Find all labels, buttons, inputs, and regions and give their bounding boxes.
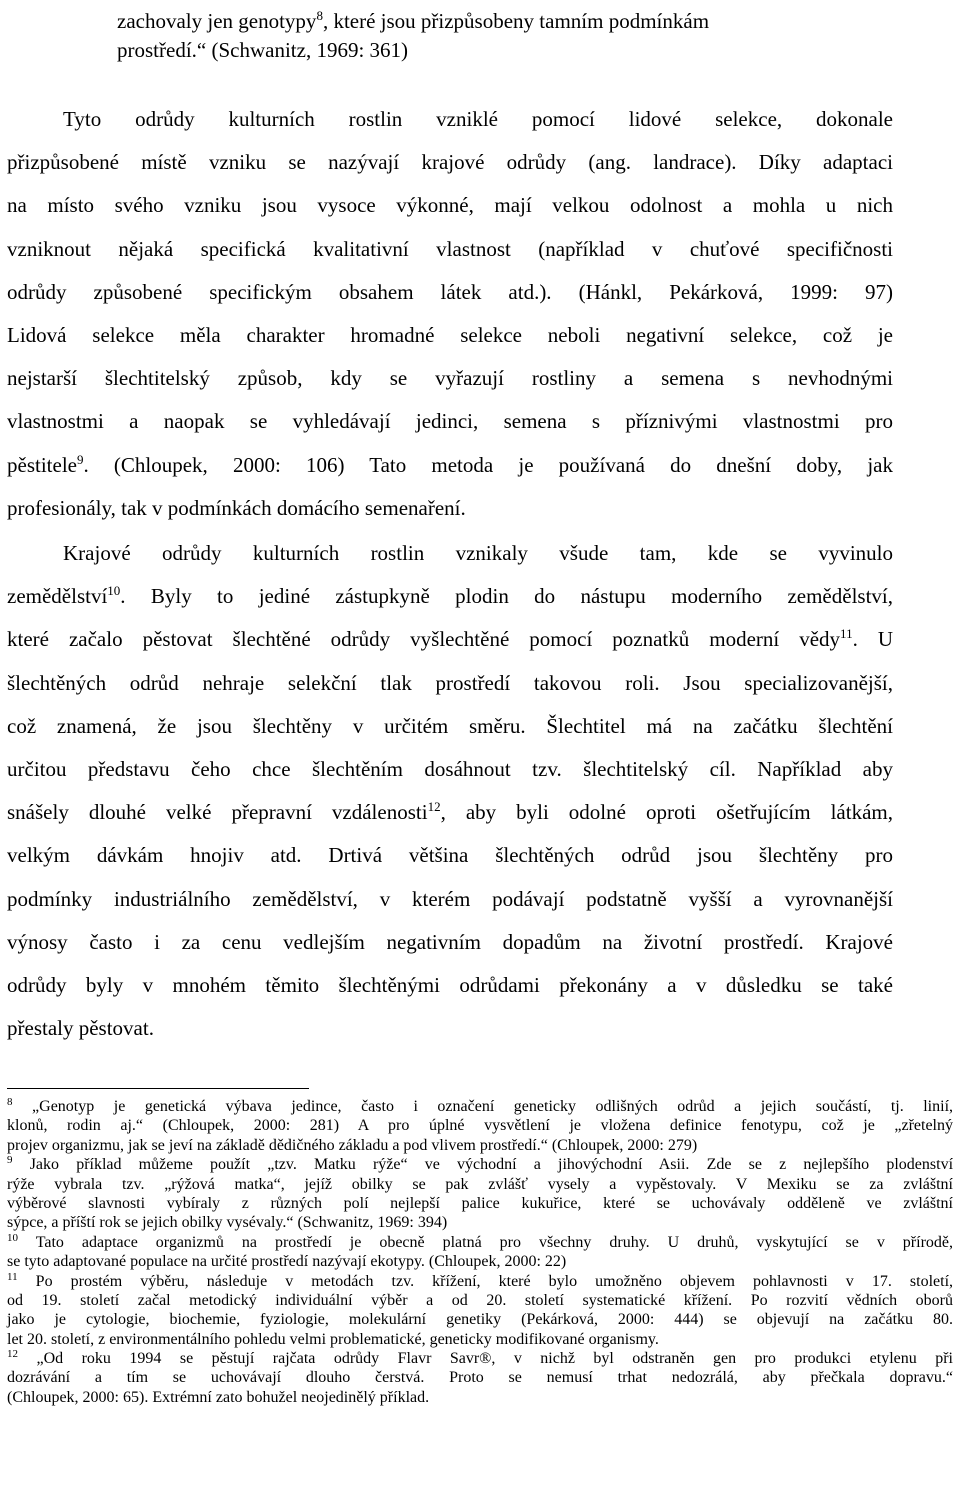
footnote-number: 10 bbox=[7, 1231, 18, 1244]
footnote-ref-9[interactable]: 9 bbox=[76, 451, 84, 467]
para2-line: šlechtěných odrůd nehraje selekční tlak prostředí takovou roli. Jsou specializovanější, bbox=[7, 670, 893, 695]
para2-line: přestaly pěstovat. bbox=[7, 1016, 154, 1041]
footnote-11: $^{11}$ Po prostém výběru, následuje v metodách tzv. křížení, které bylo umožněno objevem pohlavnosti v 17. století, od 19. století začal metodický individuální výběr a od 20. století systematické křížení. Po rozvití vědních oborů jako je cytologie, biochemie, fyziologie, molekulární genetiky (Pekárková, 2000: 444) se objevují na začátku 80. let 20. století, z environmentálního pohledu velmi problematické, geneticky modifikované organismy. bbox=[7, 1270, 954, 1348]
footnote-ref-10[interactable]: 10 bbox=[107, 583, 121, 599]
para1-line: Lidová selekce měla charakter hromadné selekce neboli negativní selekce, což je bbox=[7, 322, 893, 347]
para2-line: což znamená, že jsou šlechtěny v určitém směru. Šlechtitel má na začátku šlechtění bbox=[7, 713, 893, 738]
para1-line: přizpůsobené místě vzniku se nazývají krajové odrůdy (ang. landrace). Díky adaptaci bbox=[7, 150, 893, 175]
intro-line-1: zachovaly jen genotypy$^8$, které jsou přizpůsobeny tamním podmínkám bbox=[117, 8, 710, 33]
footnote-number: 9 bbox=[7, 1154, 13, 1167]
para2-line: snášely dlouhé velké přepravní vzdálenosti$^{12}$, aby byli odolné oproti ošetřujícím látkám, bbox=[7, 799, 893, 825]
footnote-number: 11 bbox=[7, 1270, 18, 1283]
para1-line: pěstitele$^9$. (Chloupek, 2000: 106) Tato metoda je používaná do dnešní doby, jak bbox=[7, 451, 893, 477]
para2-line: podmínky industriálního zemědělství, v kterém podávají podstatně vyšší a vyrovnanější bbox=[7, 886, 893, 911]
footnote-8: $^8$ „Genotyp je genetická výbava jedince, často i označení geneticky odlišných odrůd a jejich součástí, tj. linií, klonů, rodin aj.“ (Chloupek, 2000: 281) A pro úplné vysvětlení je vložena definice fenotypu, což je „zřetelný projev organizmu, jak se jeví na základě dědičného základu a pod vlivem prostředí.“ (Chloupek, 2000: 279) bbox=[7, 1096, 954, 1154]
footnotes bbox=[7, 1097, 953, 1407]
intro-line-2: prostředí.“ (Schwanitz, 1969: 361) bbox=[117, 38, 409, 63]
footnote-separator bbox=[7, 1088, 309, 1089]
footnote-10: $^{10}$ Tato adaptace organizmů na prostředí je obecně platná pro všechny druhy. U druhů, vyskytující se v přírodě, se tyto adaptované populace na určité prostředí nazývají ekotypy. (Chloupek, 2000: 22) bbox=[7, 1231, 953, 1271]
paragraph-2 bbox=[7, 532, 893, 1050]
para1-line: nejstarší šlechtitelský způsob, kdy se vyřazují rostliny a semena s nevhodnými bbox=[7, 366, 893, 391]
footnote-9: $^9$ Jako příklad můžeme použít „tzv. Matku rýže“ ve východní a jihovýchodní Asii. Zde se z nejlepšího plodenství rýže vybrala tzv. „rýžová matka“, jejíž obilky se pak zvlášť vysely a vypěstovaly. V Mexiku se za zvláštní výběrové slavnosti vybíraly z různých polí nejlepší palice kukuřice, které se uchovávaly odděleně ve zvláštní sýpce, a příští rok se jejich obilky vysévaly.“ (Schwanitz, 1969: 394) bbox=[7, 1154, 954, 1232]
footnote-ref-11[interactable]: 11 bbox=[840, 626, 853, 642]
intro-quote bbox=[117, 0, 817, 72]
footnote-ref-12[interactable]: 12 bbox=[427, 799, 441, 815]
para2-line: odrůdy byly v mnohém těmito šlechtěnými odrůdami překonány a v důsledku se také bbox=[7, 972, 893, 997]
para1-line: Tyto odrůdy kulturních rostlin vzniklé pomocí lidové selekce, dokonale bbox=[63, 107, 893, 131]
para2-line: zemědělství$^{10}$. Byly to jediné zástupkyně plodin do nástupu moderního zemědělství, bbox=[7, 583, 893, 609]
para1-line: profesionály, tak v podmínkách domácího semenaření. bbox=[7, 495, 466, 520]
para1-line: vlastnostmi a naopak se vyhledávají jedinci, semena s příznivými vlastnostmi pro bbox=[7, 409, 893, 434]
para2-line: Krajové odrůdy kulturních rostlin vznikaly všude tam, kde se vyvinulo bbox=[63, 541, 893, 565]
paragraph-1 bbox=[7, 98, 893, 530]
footnote-number: 8 bbox=[7, 1096, 13, 1108]
para2-line: výnosy často i za cenu vedlejším negativním dopadům na životní prostředí. Krajové bbox=[7, 929, 893, 954]
para1-line: vzniknout nějaká specifická kvalitativní vlastnost (například v chuťové specifičnosti bbox=[7, 236, 893, 261]
para2-line: určitou představu čeho chce šlechtěním dosáhnout tzv. šlechtitelský cíl. Například aby bbox=[7, 756, 893, 781]
para2-line: které začalo pěstovat šlechtěné odrůdy vyšlechtěné pomocí poznatků moderní vědy$^{11}$. U bbox=[7, 626, 893, 652]
para1-line: na místo svého vzniku jsou vysoce výkonné, mají velkou odolnost a mohla u nich bbox=[7, 193, 893, 218]
footnote-number: 12 bbox=[7, 1348, 18, 1361]
footnote-ref-8[interactable]: 8 bbox=[316, 8, 323, 23]
para1-line: odrůdy způsobené specifickým obsahem látek atd.). (Hánkl, Pekárková, 1999: 97) bbox=[7, 279, 893, 304]
para2-line: velkým dávkám hnojiv atd. Drtivá většina šlechtěných odrůd jsou šlechtěny pro bbox=[7, 843, 893, 868]
footnote-12: $^{12}$ „Od roku 1994 se pěstují rajčata odrůdy Flavr Savr®, v nichž byl odstraněn gen pro produkci etylenu při dozrávání a tím se uchovávají dlouho čerstvá. Proto se nemusí trhat nedozrálá, aby přečkala dopravu.“ (Chloupek, 2000: 65). Extrémní zato bohužel neojedinělý příklad. bbox=[7, 1348, 954, 1406]
